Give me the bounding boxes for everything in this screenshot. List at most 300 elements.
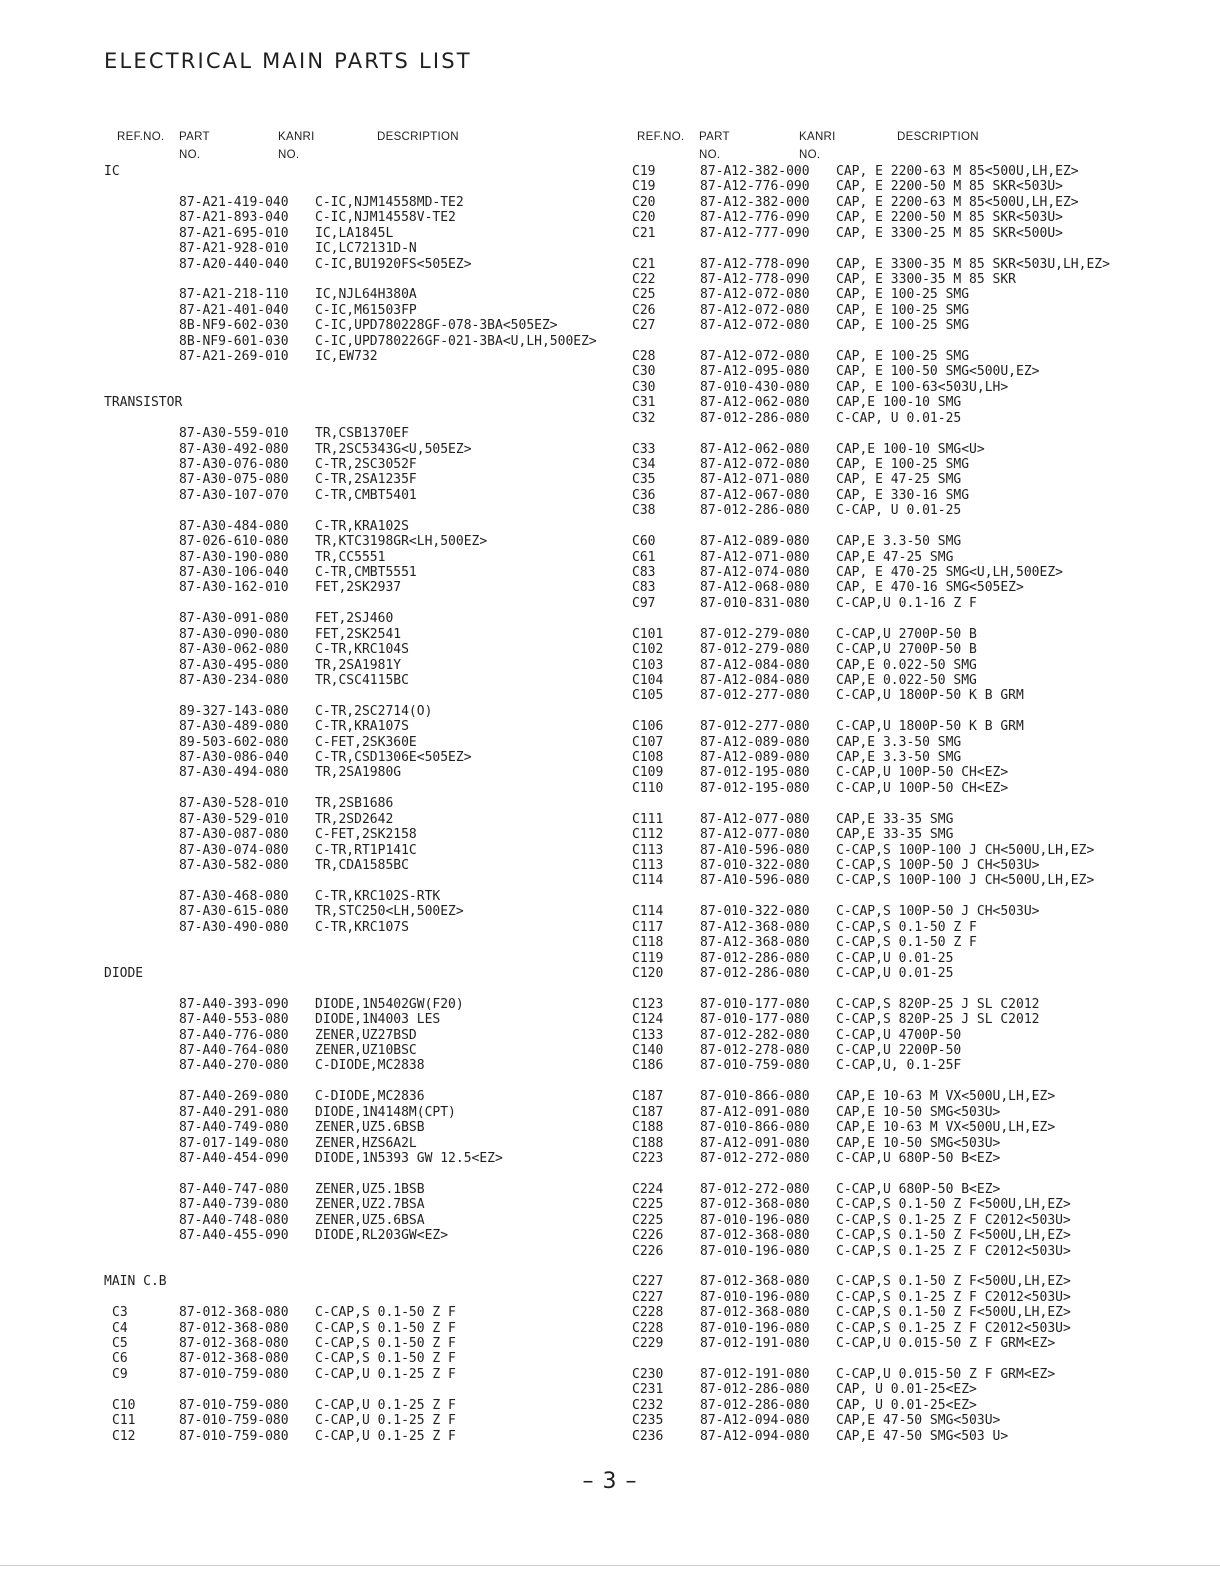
description: C-CAP,U 0.01-25 [836, 950, 954, 966]
description: C-CAP,S 0.1-50 Z F<500U,LH,EZ> [836, 1274, 1071, 1290]
part-no: 87-010-759-080 [179, 1366, 289, 1382]
description: CAP, U 0.01-25<EZ> [836, 1382, 977, 1398]
col-header-description: DESCRIPTION [377, 131, 459, 143]
ref-no: C83 [632, 564, 656, 580]
part-no: 87-A40-776-080 [179, 1027, 289, 1043]
section-title: TRANSISTOR [104, 395, 183, 411]
ref-no: C97 [632, 595, 656, 611]
part-no: 87-012-195-080 [700, 765, 810, 781]
description: DIODE,1N4148M(CPT) [315, 1104, 456, 1120]
description: C-CAP,S 100P-50 J CH<503U> [836, 857, 1040, 873]
description: C-CAP,S 100P-50 J CH<503U> [836, 904, 1040, 920]
part-no: 87-012-368-080 [700, 1197, 810, 1213]
col-header-part-no: PART NO. [699, 131, 730, 161]
part-no: 87-A21-218-110 [179, 287, 289, 303]
part-no: 87-A12-778-090 [700, 256, 810, 272]
part-no: 87-A40-291-080 [179, 1104, 289, 1120]
part-no: 87-010-759-080 [179, 1413, 289, 1429]
ref-no: C26 [632, 302, 656, 318]
part-no: 87-010-759-080 [179, 1428, 289, 1444]
page-title: ELECTRICAL MAIN PARTS LIST [104, 49, 472, 73]
description: CAP,E 3.3-50 SMG [836, 750, 962, 766]
part-no: 87-A12-094-080 [700, 1413, 810, 1429]
part-no: 87-010-759-080 [179, 1397, 289, 1413]
part-no: 87-A12-776-090 [700, 210, 810, 226]
part-no: 87-026-610-080 [179, 534, 289, 550]
col-header-ref-no: REF.NO. [637, 131, 685, 143]
description: C-CAP,S 0.1-50 Z F [315, 1320, 456, 1336]
ref-no: C226 [632, 1243, 664, 1259]
part-no: 87-A12-072-080 [700, 457, 810, 473]
col-header-ref-no: REF.NO. [117, 131, 165, 143]
description: C-TR,KRC104S [315, 642, 409, 658]
description: TR,KTC3198GR<LH,500EZ> [315, 534, 488, 550]
ref-no: C35 [632, 472, 656, 488]
ref-no: C113 [632, 842, 664, 858]
ref-no: C25 [632, 287, 656, 303]
description: C-TR,2SC3052F [315, 457, 417, 473]
ref-no: C108 [632, 750, 664, 766]
part-no: 87-012-277-080 [700, 688, 810, 704]
description: C-TR,CMBT5401 [315, 487, 417, 503]
description: C-CAP,U 100P-50 CH<EZ> [836, 765, 1009, 781]
ref-no: C188 [632, 1135, 664, 1151]
description: CAP,E 0.022-50 SMG [836, 657, 977, 673]
ref-no: C104 [632, 672, 664, 688]
ref-no: C34 [632, 457, 656, 473]
description: DIODE,RL203GW<EZ> [315, 1228, 449, 1244]
description: C-CAP,U 100P-50 CH<EZ> [836, 780, 1009, 796]
ref-no: C186 [632, 1058, 664, 1074]
description: C-CAP,U 0.01-25 [836, 965, 954, 981]
ref-no: C117 [632, 919, 664, 935]
ref-no: C113 [632, 857, 664, 873]
ref-no: C112 [632, 827, 664, 843]
part-no: 87-010-866-080 [700, 1089, 810, 1105]
part-no: 87-A12-776-090 [700, 179, 810, 195]
part-no: 87-012-368-080 [179, 1320, 289, 1336]
ref-no: C30 [632, 364, 656, 380]
ref-no: C229 [632, 1336, 664, 1352]
description: C-CAP,U 0.015-50 Z F GRM<EZ> [836, 1336, 1056, 1352]
description: C-CAP,S 0.1-50 Z F<500U,LH,EZ> [836, 1305, 1071, 1321]
description: C-CAP,S 0.1-50 Z F [836, 935, 977, 951]
part-no: 87-017-149-080 [179, 1135, 289, 1151]
description: TR,CDA1585BC [315, 857, 409, 873]
section-title: MAIN C.B [104, 1274, 167, 1290]
part-no: 87-A40-748-080 [179, 1212, 289, 1228]
part-no: 87-012-191-080 [700, 1366, 810, 1382]
part-no: 87-012-286-080 [700, 1397, 810, 1413]
description: CAP, E 100-50 SMG<500U,EZ> [836, 364, 1040, 380]
part-no: 87-A21-928-010 [179, 241, 289, 257]
description: CAP, E 470-16 SMG<505EZ> [836, 580, 1024, 596]
part-no: 87-010-866-080 [700, 1120, 810, 1136]
part-no: 87-A40-739-080 [179, 1197, 289, 1213]
description: C-IC,UPD780226GF-021-3BA<U,LH,500EZ> [315, 333, 597, 349]
description: C-IC,NJM14558V-TE2 [315, 210, 456, 226]
description: C-CAP,S 0.1-50 Z F [315, 1336, 456, 1352]
part-no: 87-A12-089-080 [700, 534, 810, 550]
part-no: 87-A12-067-080 [700, 487, 810, 503]
ref-no: C118 [632, 935, 664, 951]
ref-no: C225 [632, 1212, 664, 1228]
description: TR,2SA1981Y [315, 657, 402, 673]
part-no: 87-A40-269-080 [179, 1089, 289, 1105]
part-no: 8B-NF9-602-030 [179, 318, 289, 334]
description: C-CAP,S 820P-25 J SL C2012 [836, 996, 1040, 1012]
ref-no: C32 [632, 410, 656, 426]
part-no: 87-A12-077-080 [700, 811, 810, 827]
ref-no: C120 [632, 965, 664, 981]
part-no: 87-A21-401-040 [179, 302, 289, 318]
description: CAP, E 3300-35 M 85 SKR<503U,LH,EZ> [836, 256, 1110, 272]
ref-no: C11 [112, 1413, 136, 1429]
ref-no: C4 [112, 1320, 128, 1336]
ref-no: C225 [632, 1197, 664, 1213]
ref-no: C60 [632, 534, 656, 550]
part-no: 87-A30-090-080 [179, 626, 289, 642]
description: C-TR,KRA102S [315, 518, 409, 534]
part-no: 87-A12-068-080 [700, 580, 810, 596]
description: CAP, E 47-25 SMG [836, 472, 962, 488]
part-no: 87-A40-393-090 [179, 996, 289, 1012]
part-no: 87-A30-529-010 [179, 811, 289, 827]
description: CAP,E 3.3-50 SMG [836, 534, 962, 550]
description: CAP,E 3.3-50 SMG [836, 734, 962, 750]
description: C-CAP,U, 0.1-25F [836, 1058, 962, 1074]
page-number: – 3 – [582, 1469, 638, 1494]
part-no: 87-A40-553-080 [179, 1012, 289, 1028]
ref-no: C20 [632, 194, 656, 210]
description: C-CAP,S 0.1-25 Z F C2012<503U> [836, 1243, 1071, 1259]
description: C-CAP,U 2200P-50 [836, 1043, 962, 1059]
description: C-TR,CSD1306E<505EZ> [315, 750, 472, 766]
description: C-IC,M61503FP [315, 302, 417, 318]
ref-no: C36 [632, 487, 656, 503]
description: FET,2SJ460 [315, 611, 394, 627]
description: CAP, E 100-63<503U,LH> [836, 379, 1009, 395]
part-no: 87-A30-190-080 [179, 549, 289, 565]
part-no: 87-A12-777-090 [700, 225, 810, 241]
ref-no: C228 [632, 1305, 664, 1321]
description: C-CAP,S 0.1-25 Z F C2012<503U> [836, 1212, 1071, 1228]
description: IC,LC72131D-N [315, 241, 417, 257]
part-no: 87-012-272-080 [700, 1151, 810, 1166]
description: DIODE,1N5402GW(F20) [315, 996, 464, 1012]
ref-no: C103 [632, 657, 664, 673]
description: C-CAP,U 680P-50 B<EZ> [836, 1181, 1001, 1197]
part-no: 87-010-322-080 [700, 857, 810, 873]
part-no: 87-A12-074-080 [700, 564, 810, 580]
part-no: 87-012-286-080 [700, 965, 810, 981]
description: IC,EW732 [315, 349, 378, 365]
ref-no: C19 [632, 164, 656, 179]
part-no: 87-A40-749-080 [179, 1120, 289, 1136]
part-no: 87-A30-494-080 [179, 765, 289, 781]
ref-no: C5 [112, 1336, 128, 1352]
description: TR,CSC4115BC [315, 672, 409, 688]
description: C-FET,2SK360E [315, 734, 417, 750]
part-no: 87-A30-468-080 [179, 888, 289, 904]
description: CAP,E 10-50 SMG<503U> [836, 1104, 1001, 1120]
section-title: DIODE [104, 965, 144, 981]
part-no: 87-A21-419-040 [179, 194, 289, 210]
description: ZENER,UZ5.6BSB [315, 1120, 425, 1136]
part-no: 87-A30-106-040 [179, 564, 289, 580]
part-no: 87-A30-076-080 [179, 457, 289, 473]
description: CAP, E 2200-50 M 85 SKR<503U> [836, 179, 1063, 195]
description: ZENER,UZ2.7BSA [315, 1197, 425, 1213]
part-no: 87-A30-615-080 [179, 904, 289, 920]
ref-no: C235 [632, 1413, 664, 1429]
part-no: 87-A21-269-010 [179, 349, 289, 365]
ref-no: C21 [632, 225, 656, 241]
description: DIODE,1N5393 GW 12.5<EZ> [315, 1151, 503, 1166]
description: CAP, E 470-25 SMG<U,LH,500EZ> [836, 564, 1063, 580]
description: C-TR,KRC107S [315, 919, 409, 935]
part-no: 87-012-286-080 [700, 410, 810, 426]
ref-no: C123 [632, 996, 664, 1012]
description: CAP,E 47-50 SMG<503 U> [836, 1428, 1009, 1444]
ref-no: C21 [632, 256, 656, 272]
part-no: 87-010-196-080 [700, 1289, 810, 1305]
part-no: 87-A12-778-090 [700, 271, 810, 287]
part-no: 87-A12-368-080 [700, 919, 810, 935]
part-no: 87-A12-368-080 [700, 935, 810, 951]
part-no: 87-A12-091-080 [700, 1135, 810, 1151]
col-header-kanri-no: NO. [278, 149, 300, 161]
description: CAP,E 100-10 SMG<U> [836, 441, 985, 457]
part-no: 87-A12-072-080 [700, 302, 810, 318]
description: C-TR,2SC2714(O) [315, 703, 433, 719]
description: C-CAP,U 2700P-50 B [836, 626, 977, 642]
description: CAP, U 0.01-25<EZ> [836, 1397, 977, 1413]
description: C-CAP,S 0.1-50 Z F [315, 1351, 456, 1367]
ref-no: C22 [632, 271, 656, 287]
description: C-IC,NJM14558MD-TE2 [315, 194, 464, 210]
part-no: 87-A20-440-040 [179, 256, 289, 272]
part-no: 87-010-831-080 [700, 595, 810, 611]
ref-no: C106 [632, 719, 664, 735]
description: C-CAP,S 820P-25 J SL C2012 [836, 1012, 1040, 1028]
ref-no: C224 [632, 1181, 664, 1197]
part-no: 87-010-322-080 [700, 904, 810, 920]
description: C-CAP,S 0.1-50 Z F<500U,LH,EZ> [836, 1228, 1071, 1244]
part-no: 87-A30-107-070 [179, 487, 289, 503]
part-no: 87-A30-484-080 [179, 518, 289, 534]
part-no: 87-012-282-080 [700, 1027, 810, 1043]
part-no: 87-012-368-080 [179, 1336, 289, 1352]
description: C-CAP,U 0.1-25 Z F [315, 1428, 456, 1444]
part-no: 87-A30-234-080 [179, 672, 289, 688]
description: CAP,E 33-35 SMG [836, 827, 954, 843]
part-no: 87-A12-062-080 [700, 441, 810, 457]
col-header-kanri: KANRI [799, 131, 836, 143]
part-no: 87-A12-071-080 [700, 472, 810, 488]
description: CAP, E 100-25 SMG [836, 287, 970, 303]
description: CAP,E 10-63 M VX<500U,LH,EZ> [836, 1120, 1056, 1136]
part-no: 87-010-177-080 [700, 1012, 810, 1028]
description: CAP,E 47-25 SMG [836, 549, 954, 565]
part-no: 87-012-279-080 [700, 642, 810, 658]
ref-no: C187 [632, 1089, 664, 1105]
ref-no: C231 [632, 1382, 664, 1398]
part-no: 87-010-196-080 [700, 1320, 810, 1336]
ref-no: C31 [632, 395, 656, 411]
part-no: 87-010-430-080 [700, 379, 810, 395]
description: C-TR,CMBT5551 [315, 564, 417, 580]
description: CAP, E 330-16 SMG [836, 487, 970, 503]
description: CAP,E 0.022-50 SMG [836, 672, 977, 688]
part-no: 87-A30-087-080 [179, 827, 289, 843]
description: C-CAP,U 2700P-50 B [836, 642, 977, 658]
description: C-CAP,S 0.1-25 Z F C2012<503U> [836, 1320, 1071, 1336]
part-no: 89-327-143-080 [179, 703, 289, 719]
part-no: 87-012-368-080 [700, 1305, 810, 1321]
ref-no: C140 [632, 1043, 664, 1059]
ref-no: C33 [632, 441, 656, 457]
description: C-CAP,U 0.015-50 Z F GRM<EZ> [836, 1366, 1056, 1382]
part-no: 87-A12-382-000 [700, 194, 810, 210]
description: CAP, E 100-25 SMG [836, 349, 970, 365]
ref-no: C27 [632, 318, 656, 334]
part-no: 87-012-368-080 [179, 1351, 289, 1367]
description: ZENER,UZ5.6BSA [315, 1212, 425, 1228]
part-no: 87-A40-455-090 [179, 1228, 289, 1244]
ref-no: C30 [632, 379, 656, 395]
ref-no: C119 [632, 950, 664, 966]
ref-no: C111 [632, 811, 664, 827]
description: C-TR,KRA107S [315, 719, 409, 735]
description: C-CAP,S 100P-100 J CH<500U,LH,EZ> [836, 873, 1095, 889]
description: C-CAP, U 0.01-25 [836, 503, 962, 519]
ref-no: C38 [632, 503, 656, 519]
ref-no: C101 [632, 626, 664, 642]
part-no: 87-A30-528-010 [179, 796, 289, 812]
description: TR,2SD2642 [315, 811, 394, 827]
part-no: 87-A12-084-080 [700, 657, 810, 673]
ref-no: C114 [632, 873, 664, 889]
ref-no: C6 [112, 1351, 128, 1367]
part-no: 87-A10-596-080 [700, 873, 810, 889]
part-no: 87-A30-091-080 [179, 611, 289, 627]
col-header-kanri: KANRI [278, 131, 315, 143]
description: C-CAP,U 1800P-50 K B GRM [836, 719, 1024, 735]
ref-no: C226 [632, 1228, 664, 1244]
part-no: 87-A12-072-080 [700, 349, 810, 365]
part-no: 87-010-759-080 [700, 1058, 810, 1074]
ref-no: C107 [632, 734, 664, 750]
ref-no: C227 [632, 1289, 664, 1305]
ref-no: C3 [112, 1305, 128, 1321]
description: CAP, E 2200-63 M 85<500U,LH,EZ> [836, 164, 1079, 179]
description: C-DIODE,MC2836 [315, 1089, 425, 1105]
part-no: 87-010-196-080 [700, 1212, 810, 1228]
description: C-CAP,U 4700P-50 [836, 1027, 962, 1043]
description: C-IC,BU1920FS<505EZ> [315, 256, 472, 272]
part-no: 87-A12-084-080 [700, 672, 810, 688]
part-no: 87-A30-086-040 [179, 750, 289, 766]
ref-no: C236 [632, 1428, 664, 1444]
description: CAP, E 100-25 SMG [836, 318, 970, 334]
description: C-CAP,S 0.1-25 Z F C2012<503U> [836, 1289, 1071, 1305]
part-no: 87-012-368-080 [700, 1274, 810, 1290]
part-no: 87-012-286-080 [700, 1382, 810, 1398]
part-no: 87-012-368-080 [700, 1228, 810, 1244]
description: CAP, E 2200-50 M 85 SKR<503U> [836, 210, 1063, 226]
description: CAP,E 10-63 M VX<500U,LH,EZ> [836, 1089, 1056, 1105]
description: TR,2SA1980G [315, 765, 402, 781]
ref-no: C223 [632, 1151, 664, 1166]
ref-no: C102 [632, 642, 664, 658]
ref-no: C228 [632, 1320, 664, 1336]
part-no: 87-A30-495-080 [179, 657, 289, 673]
col-header-kanri-no: NO. [799, 149, 821, 161]
description: C-CAP,U 0.1-25 Z F [315, 1366, 456, 1382]
part-no: 87-A10-596-080 [700, 842, 810, 858]
ref-no: C188 [632, 1120, 664, 1136]
part-no: 87-012-368-080 [179, 1305, 289, 1321]
part-no: 87-A40-454-090 [179, 1151, 289, 1166]
description: ZENER,UZ5.1BSB [315, 1181, 425, 1197]
description: IC,LA1845L [315, 225, 394, 241]
description: ZENER,UZ27BSD [315, 1027, 417, 1043]
part-no: 87-A30-490-080 [179, 919, 289, 935]
description: CAP, E 3300-35 M 85 SKR [836, 271, 1017, 287]
ref-no: C83 [632, 580, 656, 596]
part-no: 87-012-195-080 [700, 780, 810, 796]
part-no: 87-012-191-080 [700, 1336, 810, 1352]
ref-no: C109 [632, 765, 664, 781]
part-no: 87-A40-764-080 [179, 1043, 289, 1059]
description: ZENER,HZS6A2L [315, 1135, 417, 1151]
part-no: 87-A30-062-080 [179, 642, 289, 658]
bottom-rule [0, 1565, 1220, 1566]
part-no: 87-A30-559-010 [179, 426, 289, 442]
part-no: 87-012-279-080 [700, 626, 810, 642]
part-no: 87-A30-492-080 [179, 441, 289, 457]
description: CAP,E 10-50 SMG<503U> [836, 1135, 1001, 1151]
col-header-part-no: PART NO. [179, 131, 210, 161]
ref-no: C133 [632, 1027, 664, 1043]
description: C-TR,RT1P141C [315, 842, 417, 858]
description: CAP, E 2200-63 M 85<500U,LH,EZ> [836, 194, 1079, 210]
part-no: 87-A12-095-080 [700, 364, 810, 380]
part-no: 87-A40-747-080 [179, 1181, 289, 1197]
description: TR,2SC5343G<U,505EZ> [315, 441, 472, 457]
part-no: 87-A12-382-000 [700, 164, 810, 179]
ref-no: C187 [632, 1104, 664, 1120]
description: IC,NJL64H380A [315, 287, 417, 303]
description: DIODE,1N4003 LES [315, 1012, 441, 1028]
description: C-CAP,U 0.1-25 Z F [315, 1397, 456, 1413]
ref-no: C227 [632, 1274, 664, 1290]
description: C-CAP,S 0.1-50 Z F [836, 919, 977, 935]
part-no: 87-A12-062-080 [700, 395, 810, 411]
part-no: 87-012-278-080 [700, 1043, 810, 1059]
ref-no: C230 [632, 1366, 664, 1382]
description: CAP, E 3300-25 M 85 SKR<500U> [836, 225, 1063, 241]
description: C-TR,2SA1235F [315, 472, 417, 488]
part-no: 87-A12-089-080 [700, 750, 810, 766]
description: C-CAP,U 680P-50 B<EZ> [836, 1151, 1001, 1166]
description: C-DIODE,MC2838 [315, 1058, 425, 1074]
description: CAP,E 100-10 SMG [836, 395, 962, 411]
ref-no: C9 [112, 1366, 128, 1382]
description: TR,2SB1686 [315, 796, 394, 812]
col-header-description: DESCRIPTION [897, 131, 979, 143]
